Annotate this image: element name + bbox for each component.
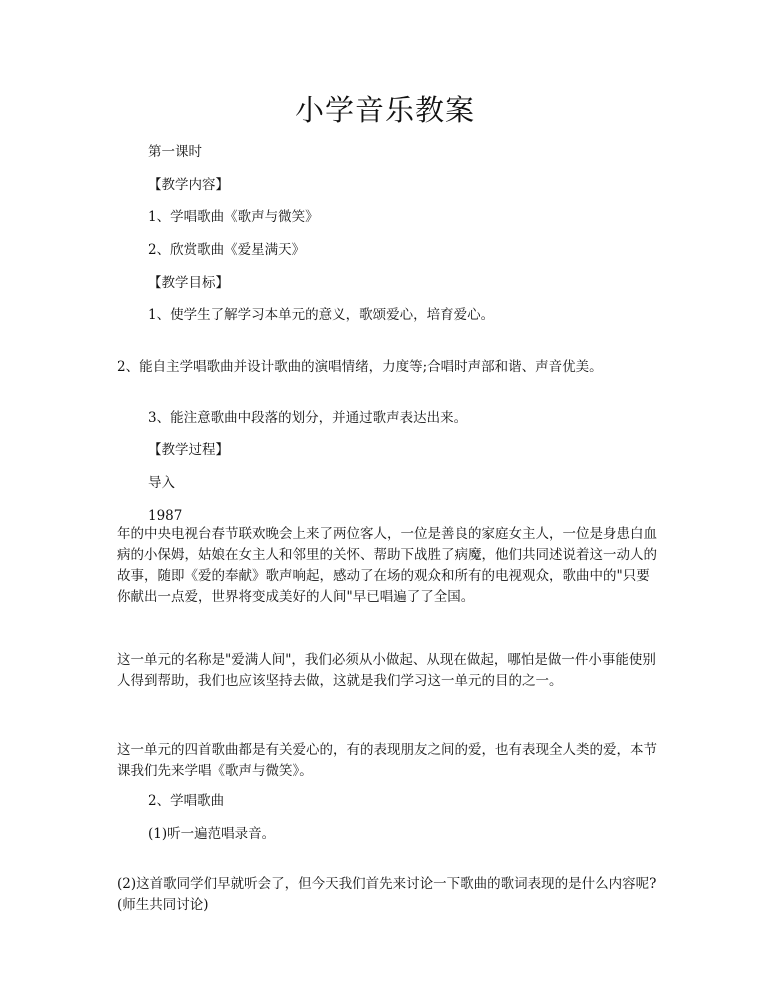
intro-paragraph: 年的中央电视台春节联欢晚会上来了两位客人，一位是善良的家庭女主人，一位是身患白血病的小保姆，姑娘在女主人和邻里的关怀、帮助下战胜了病魔，他们共同述说着这一动人的故事，随即《爱的奉献》歌声响起，感动了在场的观众和所有的电视观众，歌曲中的"只要你献出一点爱，世界将变成美好的人间"早已唱遍了了全国。 [117,526,657,605]
section-heading-process: 【教学过程】 [148,442,229,458]
content-item-1: 1、学唱歌曲《歌声与微笑》 [148,209,319,225]
document-title: 小学音乐教案 [294,93,475,127]
step-2: (2)这首歌同学们早就听会了，但今天我们首先来讨论一下歌曲的歌词表现的是什么内容呢?(师生共同讨论) [117,876,657,913]
step-1: (1)听一遍范唱录音。 [148,826,276,842]
objective-1: 1、使学生了解学习本单元的意义，歌颂爱心，培育爱心。 [148,307,495,323]
section-heading-objectives: 【教学目标】 [148,275,229,291]
lesson-period: 第一课时 [148,144,202,160]
learn-song-heading: 2、学唱歌曲 [148,793,225,809]
content-item-2: 2、欣赏歌曲《爱星满天》 [148,242,306,258]
objective-2: 2、能自主学唱歌曲并设计歌曲的演唱情绪，力度等;合唱时声部和谐、声音优美。 [117,359,603,375]
intro-year: 1987 [148,508,183,524]
unit-songs-paragraph: 这一单元的四首歌曲都是有关爱心的，有的表现朋友之间的爱，也有表现全人类的爱，本节课我们先来学唱《歌声与微笑》。 [117,742,657,779]
section-heading-content: 【教学内容】 [148,177,229,193]
intro-heading: 导入 [148,475,175,491]
unit-name-paragraph: 这一单元的名称是"爱满人间"，我们必须从小做起、从现在做起，哪怕是做一件小事能使别人得到帮助，我们也应该坚持去做，这就是我们学习这一单元的目的之一。 [117,652,656,689]
objective-3: 3、能注意歌曲中段落的划分，并通过歌声表达出来。 [148,410,468,426]
